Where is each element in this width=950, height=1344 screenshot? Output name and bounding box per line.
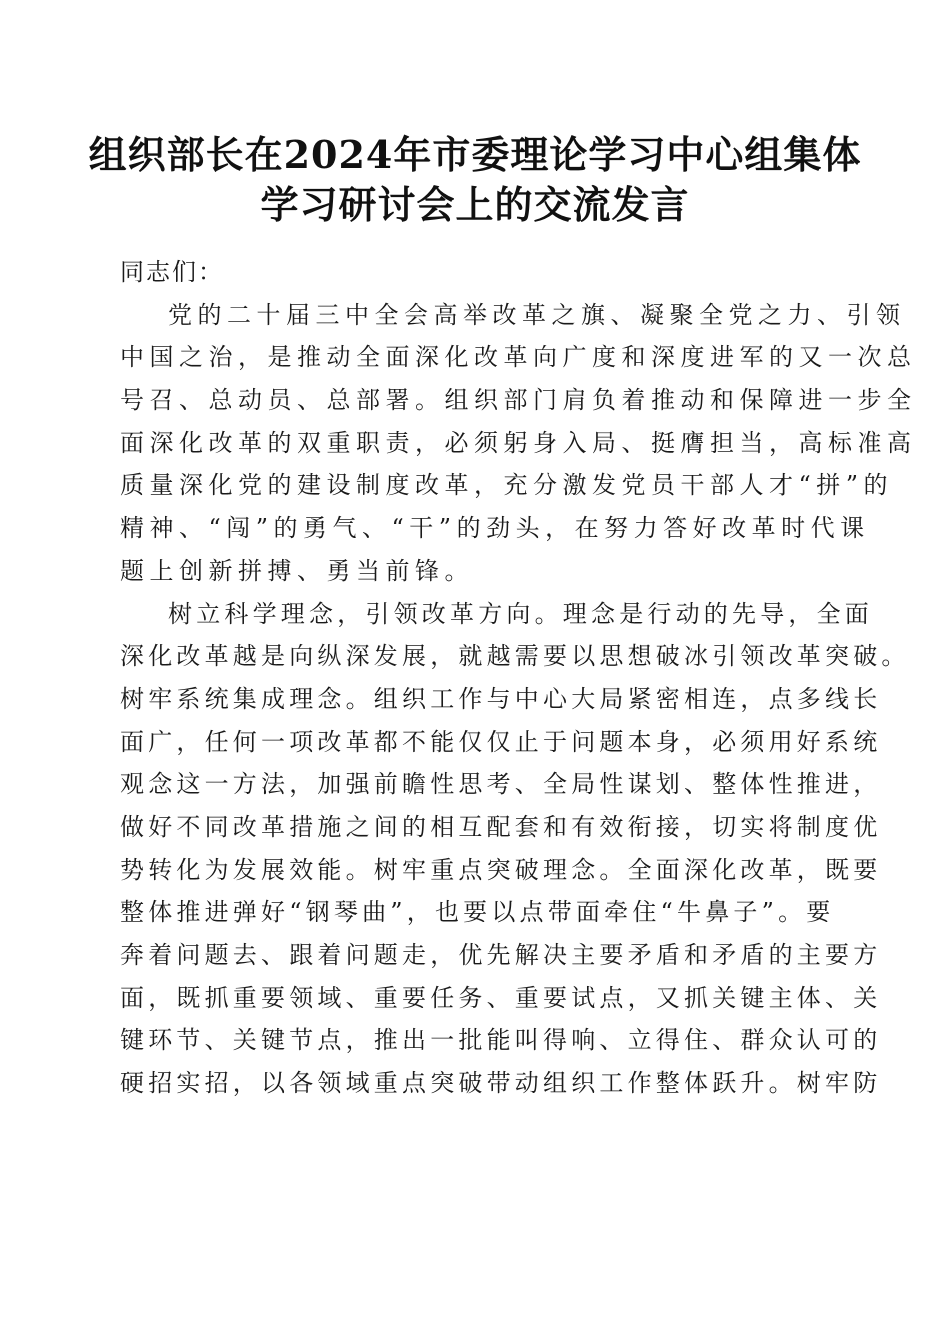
paragraph-line: 面广，任何一项改革都不能仅仅止于问题本身，必须用好系统	[120, 727, 882, 756]
paragraph-line: 整体推进弹好“钢琴曲”，也要以点带面牵住“牛鼻子”。要	[120, 898, 835, 927]
paragraph-line: 做好不同改革措施之间的相互配套和有效衔接，切实将制度优	[120, 812, 882, 841]
paragraph-line: 党的二十届三中全会高举改革之旗、凝聚全党之力、引领	[168, 300, 906, 329]
paragraph-line: 精神、“闯”的勇气、“干”的劲头，在努力答好改革时代课	[120, 514, 870, 543]
paragraph-2	[120, 593, 910, 1105]
paragraph-1	[120, 294, 917, 593]
document-title	[0, 130, 950, 230]
paragraph-line: 中国之治，是推动全面深化改革向广度和深度进军的又一次总	[120, 343, 917, 372]
paragraph-line: 面，既抓重要领域、重要任务、重要试点，又抓关键主体、关	[120, 983, 882, 1012]
title-line-1: 组织部长在2024年市委理论学习中心组集体	[88, 132, 862, 177]
paragraph-line: 深化改革越是向纵深发展，就越需要以思想破冰引领改革突破。	[120, 642, 910, 671]
paragraph-line: 质量深化党的建设制度改革，充分激发党员干部人才“拼”的	[120, 471, 894, 500]
paragraph-line: 势转化为发展效能。树牢重点突破理念。全面深化改革，既要	[120, 855, 882, 884]
paragraph-line: 观念这一方法，加强前瞻性思考、全局性谋划、整体性推进，	[120, 770, 882, 799]
paragraph-line: 题上创新拼搏、勇当前锋。	[120, 556, 474, 585]
paragraph-line: 面深化改革的双重职责，必须躬身入局、挺膺担当，高标准高	[120, 428, 917, 457]
document-body	[120, 251, 917, 1105]
paragraph-line: 号召、总动员、总部署。组织部门肩负着推动和保障进一步全	[120, 386, 917, 415]
paragraph-line: 树牢系统集成理念。组织工作与中心大局紧密相连，点多线长	[120, 684, 882, 713]
paragraph-line: 奔着问题去、跟着问题走，优先解决主要矛盾和矛盾的主要方	[120, 941, 882, 969]
paragraph-line: 硬招实招，以各领域重点突破带动组织工作整体跃升。树牢防	[120, 1069, 882, 1098]
paragraph-line: 树立科学理念，引领改革方向。理念是行动的先导，全面	[168, 599, 873, 628]
paragraph-line: 键环节、关键节点，推出一批能叫得响、立得住、群众认可的	[120, 1026, 882, 1055]
salutation: 同志们：	[120, 258, 224, 286]
title-line-2: 学习研讨会上的交流发言	[260, 182, 690, 227]
